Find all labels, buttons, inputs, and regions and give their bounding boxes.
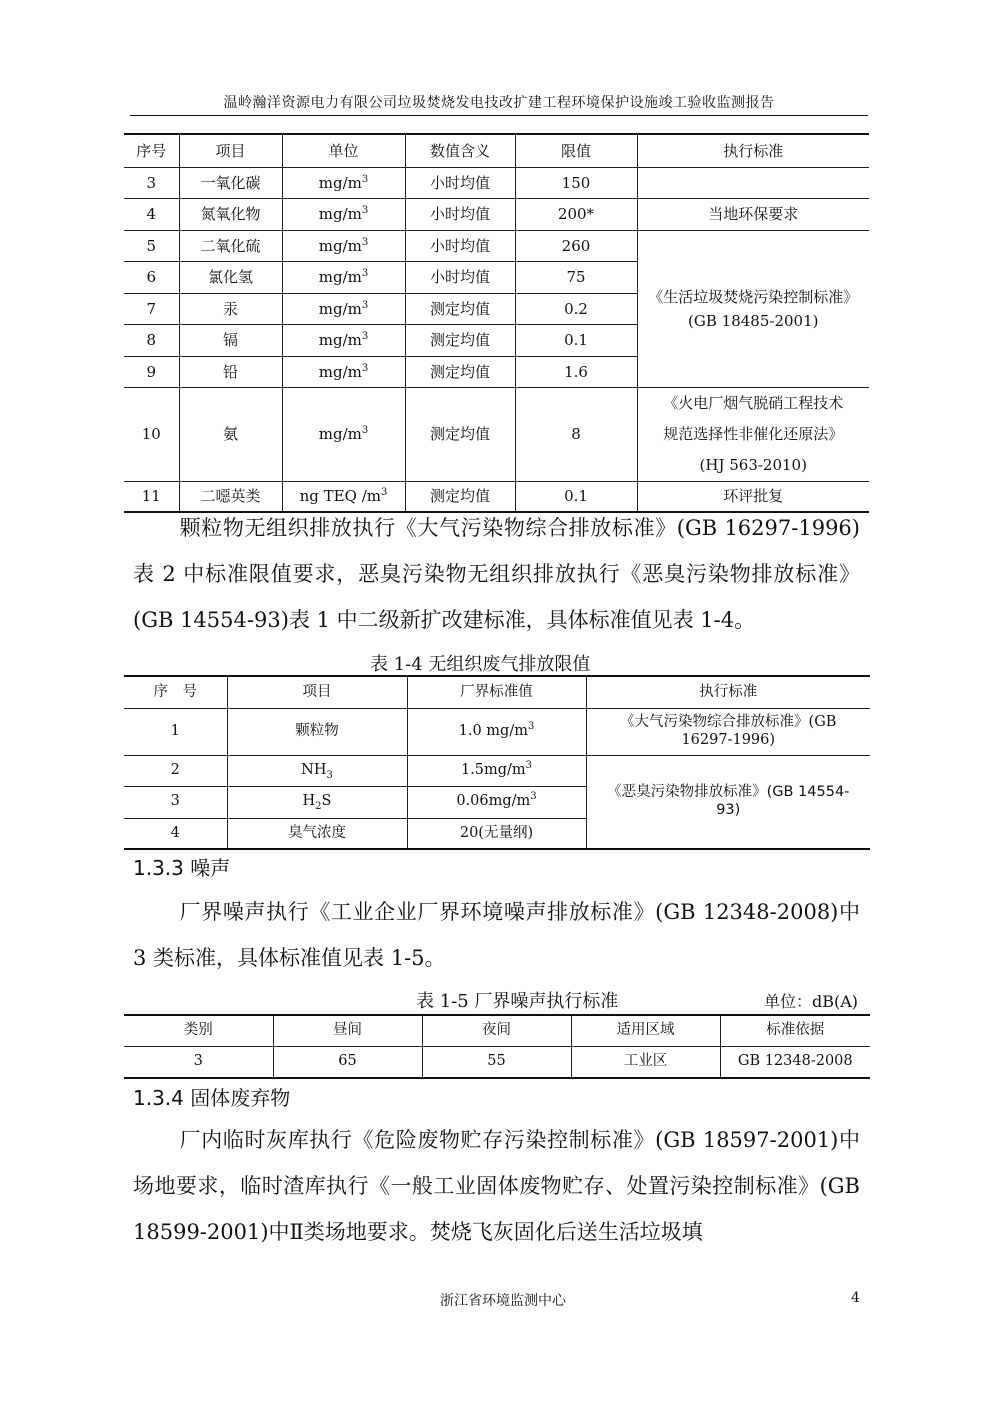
cell-value: $0.06mg/m^3$: [407, 786, 586, 818]
cell-no: 4: [124, 198, 179, 230]
cell-meaning: 小时均值: [405, 167, 515, 198]
cell-no: 9: [124, 356, 179, 387]
col-header: 厂界标准值: [407, 676, 586, 708]
cell-no: 4: [124, 818, 227, 849]
cell-value: 20(无量纲): [407, 818, 586, 849]
cell-limit: 150: [515, 167, 637, 198]
cell-no: 6: [124, 261, 179, 293]
cell-item: 氮氧化物: [179, 198, 282, 230]
col-header: 限值: [515, 134, 637, 167]
emission-limits-table: [124, 133, 869, 513]
cell-limit: 0.1: [515, 481, 637, 512]
cell-unit: $mg/m^3$: [282, 261, 405, 293]
table-row: [124, 708, 870, 755]
cell-no: 8: [124, 324, 179, 356]
col-header: 序号: [124, 134, 179, 167]
table-row: [124, 167, 869, 198]
cell-item: 臭气浓度: [227, 818, 407, 849]
cell-unit: $mg/m^3$: [282, 293, 405, 324]
cell-basis: GB 12348-2008: [720, 1047, 870, 1079]
cell-meaning: 测定均值: [405, 481, 515, 512]
cell-standard: 《恶臭污染物排放标准》(GB 14554-93): [586, 755, 870, 849]
cell-meaning: 小时均值: [405, 198, 515, 230]
cell-unit: $mg/m^3$: [282, 167, 405, 198]
fugitive-gas-limits-table: [124, 675, 870, 850]
cell-standard: 《生活垃圾焚烧污染控制标准》(GB 18485-2001): [637, 230, 869, 387]
cell-item: 氯化氢: [179, 261, 282, 293]
cell-limit: 260: [515, 230, 637, 261]
cell-no: 3: [124, 167, 179, 198]
cell-no: 5: [124, 230, 179, 261]
cell-standard: [637, 167, 869, 198]
cell-unit: $mg/m^3$: [282, 356, 405, 387]
col-header: 昼间: [273, 1015, 422, 1047]
cell-item: $NH_3$: [227, 755, 407, 786]
table-row: [124, 387, 869, 481]
cell-limit: 75: [515, 261, 637, 293]
section-heading-noise: 1.3.3 噪声: [133, 856, 231, 880]
cell-meaning: 测定均值: [405, 293, 515, 324]
header-rule: [130, 115, 868, 116]
cell-no: 2: [124, 755, 227, 786]
cell-no: 3: [124, 786, 227, 818]
cell-meaning: 小时均值: [405, 261, 515, 293]
col-header: 夜间: [422, 1015, 571, 1047]
page-number: 4: [851, 1290, 860, 1306]
table-caption: 表 1-5 厂界噪声执行标准: [416, 991, 619, 1012]
cell-limit: 0.2: [515, 293, 637, 324]
cell-limit: 1.6: [515, 356, 637, 387]
cell-meaning: 测定均值: [405, 324, 515, 356]
col-header: 项目: [179, 134, 282, 167]
footer-org: 浙江省环境监测中心: [440, 1293, 566, 1309]
table-row: [124, 755, 870, 786]
cell-standard: 当地环保要求: [637, 198, 869, 230]
standard-line: 规范选择性非催化还原法》: [663, 424, 844, 443]
cell-value: $1.5mg/m^3$: [407, 755, 586, 786]
cell-item: 氨: [179, 387, 282, 481]
col-header: 标准依据: [720, 1015, 870, 1047]
cell-limit: 8: [515, 387, 637, 481]
cell-item: $H_2S$: [227, 786, 407, 818]
col-header: 执行标准: [586, 676, 870, 708]
paragraph-fugitive-emissions: 颗粒物无组织排放执行《大气污染物综合排放标准》(GB 16297-1996)表 2 中标准限值要求，恶臭污染物无组织排放执行《恶臭污染物排放标准》(GB 14554-93)表 1 中二级新扩改建标准，具体标准值见表 1-4。: [133, 516, 860, 632]
table-unit-label: 单位：dB(A): [764, 992, 859, 1011]
table-header-row: [124, 676, 870, 708]
paragraph-noise: 厂界噪声执行《工业企业厂界环境噪声排放标准》(GB 12348-2008)中 3 类标准，具体标准值见表 1-5。: [133, 900, 860, 970]
col-header: 数值含义: [405, 134, 515, 167]
table-caption: 表 1-4 无组织废气排放限值: [370, 654, 591, 675]
cell-item: 二噁英类: [179, 481, 282, 512]
cell-no: 11: [124, 481, 179, 512]
cell-item: 铅: [179, 356, 282, 387]
table-header-row: [124, 134, 869, 167]
table-header-row: [124, 1015, 870, 1047]
table-row: [124, 1047, 870, 1079]
paragraph-solid-waste: 厂内临时灰库执行《危险废物贮存污染控制标准》(GB 18597-2001)中场地要求，临时渣库执行《一般工业固体废物贮存、处置污染控制标准》(GB 18599-2001)中Ⅱ类场地要求。焚烧飞灰固化后送生活垃圾填: [133, 1128, 860, 1244]
table-row: [124, 198, 869, 230]
col-header: 类别: [124, 1015, 273, 1047]
section-heading-solid-waste: 1.3.4 固体废弃物: [133, 1086, 291, 1110]
col-header: 序 号: [124, 676, 227, 708]
cell-value: 1.0 $mg/m^3$: [407, 708, 586, 755]
cell-night: 55: [422, 1047, 571, 1079]
cell-item: 一氧化碳: [179, 167, 282, 198]
noise-standard-table: [124, 1014, 870, 1079]
standard-line: (HJ 563-2010): [699, 455, 807, 474]
page-header: 温岭瀚洋资源电力有限公司垃圾焚烧发电技改扩建工程环境保护设施竣工验收监测报告: [223, 95, 775, 111]
cell-unit: $mg/m^3$: [282, 387, 405, 481]
col-header: 项目: [227, 676, 407, 708]
cell-limit: 200*: [515, 198, 637, 230]
cell-item: 汞: [179, 293, 282, 324]
cell-item: 二氧化硫: [179, 230, 282, 261]
cell-standard: 环评批复: [637, 481, 869, 512]
cell-unit: $mg/m^3$: [282, 324, 405, 356]
col-header: 执行标准: [637, 134, 869, 167]
cell-meaning: 测定均值: [405, 356, 515, 387]
col-header: 适用区域: [571, 1015, 720, 1047]
col-header: 单位: [282, 134, 405, 167]
cell-standard: 《大气污染物综合排放标准》(GB 16297-1996): [586, 708, 870, 755]
cell-unit: $mg/m^3$: [282, 230, 405, 261]
cell-meaning: 测定均值: [405, 387, 515, 481]
cell-no: 1: [124, 708, 227, 755]
cell-item: 颗粒物: [227, 708, 407, 755]
cell-standard: [637, 387, 869, 481]
cell-no: 10: [124, 387, 179, 481]
cell-category: 3: [124, 1047, 273, 1079]
table-row: [124, 230, 869, 261]
cell-limit: 0.1: [515, 324, 637, 356]
cell-unit: $mg/m^3$: [282, 198, 405, 230]
cell-zone: 工业区: [571, 1047, 720, 1079]
cell-no: 7: [124, 293, 179, 324]
cell-meaning: 小时均值: [405, 230, 515, 261]
cell-unit: ng TEQ $/m^3$: [282, 481, 405, 512]
cell-day: 65: [273, 1047, 422, 1079]
cell-item: 镉: [179, 324, 282, 356]
standard-line: 《火电厂烟气脱硝工程技术: [663, 393, 844, 412]
